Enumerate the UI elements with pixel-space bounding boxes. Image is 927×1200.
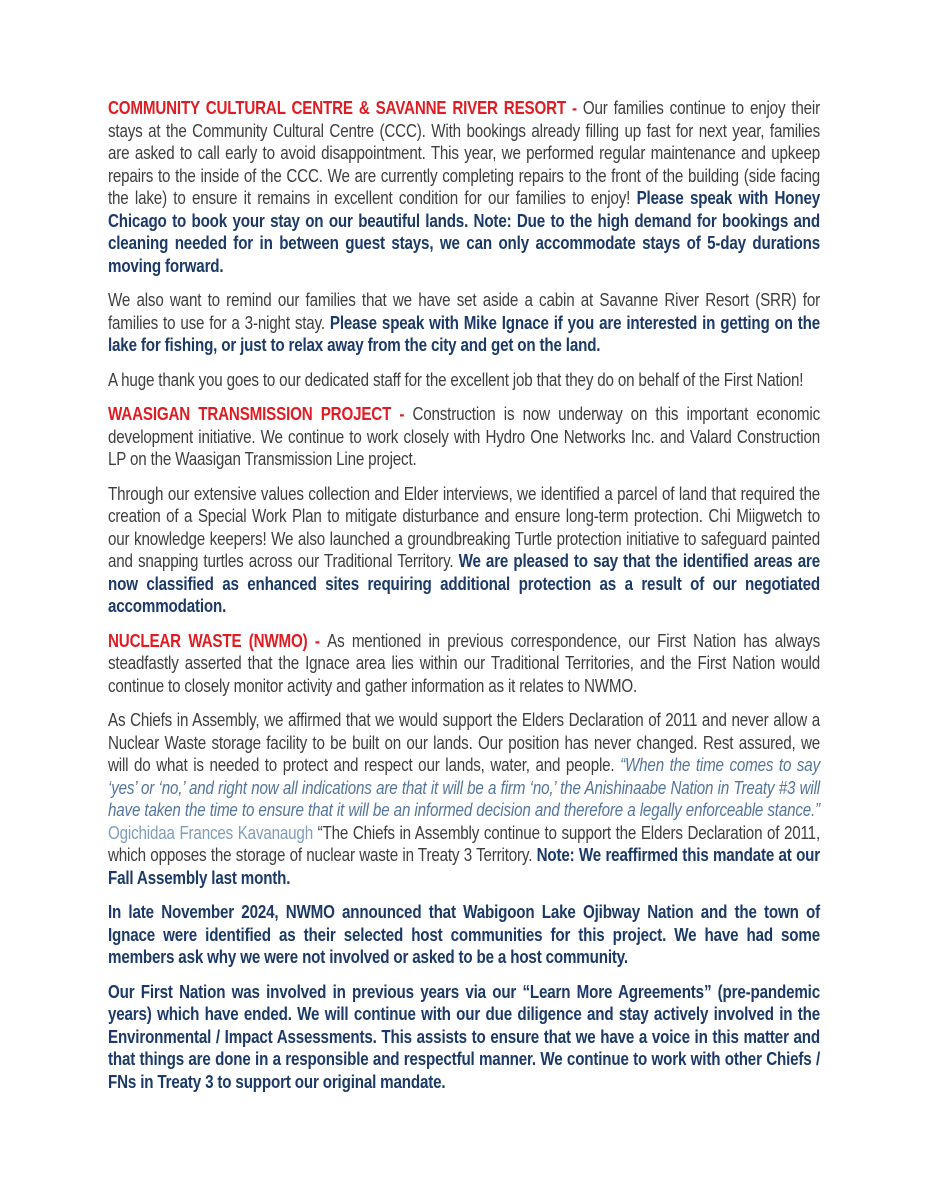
para-nwmo-announcement	[108, 901, 820, 969]
para-nuclear-waste-intro	[108, 630, 820, 698]
text-run: Note: We reaffirmed this mandate at our Fall Assembly last month.	[108, 845, 820, 888]
document-content	[108, 97, 820, 1105]
text-run: Our families continue to enjoy their stays at the Community Cultural Centre (CCC). With bookings already filling up fast for next year, families are asked to call early to avoid disappointment. This year, we performed regular maintenance and upkeep repairs to the inside of the CCC. We are currently completing repairs to the front of the building (side facing the lake) to ensure it remains in excellent condition for our families to enjoy!	[108, 98, 821, 208]
para-staff-thanks	[108, 369, 820, 392]
text-run: In late November 2024, NWMO announced that Wabigoon Lake Ojibway Nation and the town of Ignace were identified as their selected host communities for this project. We have had some members ask why we were not involved or asked to be a host community.	[108, 902, 820, 967]
text-run: As Chiefs in Assembly, we affirmed that we would support the Elders Declaration of 2011 and never allow a Nuclear Waste storage facility to be built on our lands. Our position has never changed. Rest assured, we will do what is needed to protect and respect our lands, water, and people.	[108, 710, 820, 775]
text-run: A huge thank you goes to our dedicated staff for the excellent job that they do on behalf of the First Nation!	[108, 369, 804, 390]
section-heading: WAASIGAN TRANSMISSION PROJECT -	[108, 404, 413, 424]
text-run: “The Chiefs in Assembly continue to support the Elders Declaration of 2011, which opposes the storage of nuclear waste in Treaty 3 Territory.	[108, 822, 820, 865]
text-run: “When the time comes to say ‘yes’ or ‘no,’ and right now all indications are that it will be a firm ‘no,’ the Anishinaabe Nation in Treaty #3 will have taken the time to ensure that it will be an informed decision and therefore a legally enforceable stance.”	[108, 755, 820, 820]
section-heading: NUCLEAR WASTE (NWMO) -	[108, 630, 328, 651]
para-learn-more-agreements	[108, 981, 820, 1094]
para-community-cultural-centre	[108, 97, 820, 277]
text-run: As mentioned in previous correspondence, our First Nation has always steadfastly asserted that the Ignace area lies within our Traditional Territories, and the First Nation would continue to closely monitor activity and gather information as it relates to NWMO.	[108, 630, 820, 696]
para-chiefs-in-assembly	[108, 709, 820, 889]
text-run: Through our extensive values collection and Elder interviews, we identified a parcel of land that required the creation of a Special Work Plan to mitigate disturbance and ensure long-term protection. Chi Miigwetch to our knowledge keepers! We also launched a groundbreaking Turtle protection initiative to safeguard painted and snapping turtles across our Traditional Territory.	[108, 483, 820, 571]
text-run: We also want to remind our families that we have set aside a cabin at Savanne River Resort (SRR) for families to use for a 3-night stay.	[108, 290, 820, 333]
text-run: Ogichidaa Frances Kavanaugh	[108, 822, 318, 843]
para-waasigan-transmission	[108, 403, 820, 471]
text-run: Please speak with Honey Chicago to book your stay on our beautiful lands. Note: Due to the high demand for bookings and cleaning needed for in between guest stays, we can only accommodate stays of 5-day durations moving forward.	[108, 188, 820, 276]
section-heading: COMMUNITY CULTURAL CENTRE & SAVANNE RIVER RESORT -	[108, 98, 583, 118]
text-run: Our First Nation was involved in previous years via our “Learn More Agreements” (pre-pandemic years) which have ended. We will continue with our due diligence and stay actively involved in the Environmental / Impact Assessments. This assists to ensure that we have a voice in this matter and that things are done in a responsible and respectful manner. We continue to work with other Chiefs / FNs in Treaty 3 to support our original mandate.	[108, 981, 820, 1092]
text-run: Please speak with Mike Ignace if you are interested in getting on the lake for fishing, or just to relax away from the city and get on the land.	[108, 312, 820, 355]
para-savanne-river-resort-cabin	[108, 289, 820, 357]
text-run: We are pleased to say that the identified areas are now classified as enhanced sites requiring additional protection as a result of our negotiated accommodation.	[108, 551, 820, 616]
text-run: Construction is now underway on this important economic development initiative. We continue to work closely with Hydro One Networks Inc. and Valard Construction LP on the Waasigan Transmission Line project.	[108, 404, 820, 469]
para-values-collection	[108, 483, 820, 618]
